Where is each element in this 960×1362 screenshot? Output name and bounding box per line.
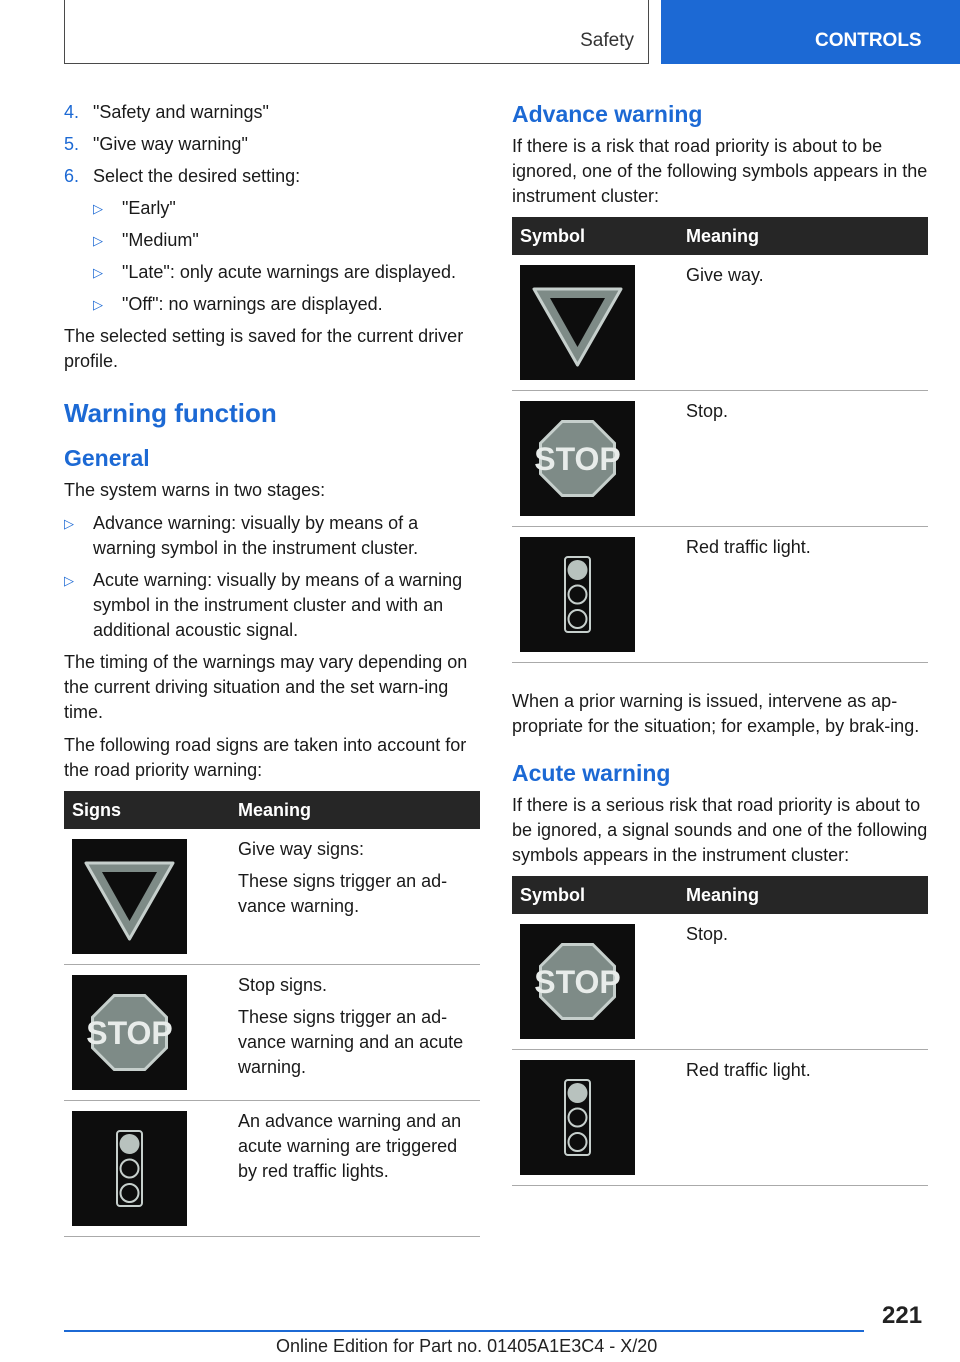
step-4: 4. "Safety and warnings"	[64, 102, 269, 122]
table-row: STOP Stop.	[512, 914, 928, 1050]
signs-table	[64, 791, 480, 1237]
traffic-light-icon	[520, 1060, 635, 1175]
acute-text: If there is a serious risk that road priority is about to be ignored, a signal sounds and one of the following symbols appears in the instrument cluster:	[512, 795, 928, 865]
heading-advance-warning: Advance warning	[512, 101, 703, 127]
timing-text: The timing of the warnings may vary depending on the current driving situation and the set warn-ing time.	[64, 652, 468, 722]
header-section: Safety	[580, 30, 634, 51]
triangle-bullet-icon: ▷	[93, 297, 103, 312]
table-row: STOP Stop signs. These signs trigger an ad-vance warning and an acute warning.	[64, 965, 480, 1101]
triangle-bullet-icon: ▷	[64, 516, 74, 531]
advance-symbols-table	[512, 217, 928, 663]
header-section-box	[64, 0, 649, 64]
step-6: 6. Select the desired setting:	[64, 166, 301, 186]
col-symbol: Symbol	[512, 876, 686, 914]
list-item: ▷ Acute warning: visually by means of a warning symbol in the instrument cluster and with an additional acoustic signal.	[64, 568, 480, 643]
triangle-bullet-icon: ▷	[93, 201, 103, 216]
triangle-bullet-icon: ▷	[93, 265, 103, 280]
right-column	[512, 100, 928, 1186]
list-item: ▷ Advance warning: visually by means of a warning symbol in the instrument cluster.	[64, 511, 480, 561]
acute-symbols-table	[512, 876, 928, 1186]
page-number: 221	[882, 1302, 923, 1329]
stages-intro: The system warns in two stages:	[64, 480, 326, 500]
stop-sign-icon	[520, 924, 635, 1039]
col-signs: Signs	[64, 791, 238, 829]
step-5: 5. "Give way warning"	[64, 134, 248, 154]
col-meaning: Meaning	[686, 217, 928, 255]
table-header	[512, 876, 928, 914]
settings-list	[64, 196, 480, 317]
svg-text:STOP: STOP	[534, 441, 621, 477]
col-symbol: Symbol	[512, 217, 686, 255]
svg-text:STOP: STOP	[534, 964, 621, 1000]
signs-intro: The following road signs are taken into account for the road priority warning:	[64, 735, 467, 780]
table-header	[64, 791, 480, 829]
edition-text: Online Edition for Part no. 01405A1E3C4 - X/20	[276, 1336, 658, 1356]
saved-note: The selected setting is saved for the current driver profile.	[64, 326, 464, 371]
table-row: Red traffic light.	[512, 1050, 928, 1186]
table-row: Give way.	[512, 255, 928, 391]
table-row: STOP Stop.	[512, 391, 928, 527]
svg-text:STOP: STOP	[86, 1015, 173, 1051]
list-item: ▷ "Early"	[93, 196, 480, 221]
triangle-bullet-icon: ▷	[93, 233, 103, 248]
header-chapter-tab[interactable]	[661, 0, 960, 64]
table-row: An advance warning and an acute warning are triggered by red traffic lights.	[64, 1101, 480, 1237]
list-item: ▷ "Off": no warnings are displayed.	[93, 292, 480, 317]
traffic-light-icon	[520, 537, 635, 652]
traffic-light-icon	[72, 1111, 187, 1226]
triangle-bullet-icon: ▷	[64, 573, 74, 588]
left-column	[64, 100, 480, 1237]
stop-sign-icon	[520, 401, 635, 516]
give-way-icon	[520, 265, 635, 380]
col-meaning: Meaning	[238, 791, 480, 829]
header-chapter: CONTROLS	[815, 30, 922, 51]
table-row: Give way signs: These signs trigger an ad-vance warning.	[64, 829, 480, 965]
advance-text: If there is a risk that road priority is about to be ignored, one of the following symbols appears in the instrument cluster:	[512, 136, 928, 206]
prior-warning-text: When a prior warning is issued, intervene as ap-propriate for the situation; for example, by brak-ing.	[512, 691, 920, 736]
table-row: Red traffic light.	[512, 527, 928, 663]
footer-divider	[64, 1330, 864, 1332]
heading-warning-function: Warning function	[64, 398, 277, 428]
give-way-icon	[72, 839, 187, 954]
list-item: ▷ "Medium"	[93, 228, 480, 253]
col-meaning: Meaning	[686, 876, 928, 914]
list-item: ▷ "Late": only acute warnings are displayed.	[93, 260, 480, 285]
heading-general: General	[64, 445, 150, 471]
table-header	[512, 217, 928, 255]
stop-sign-icon	[72, 975, 187, 1090]
heading-acute-warning: Acute warning	[512, 760, 671, 786]
